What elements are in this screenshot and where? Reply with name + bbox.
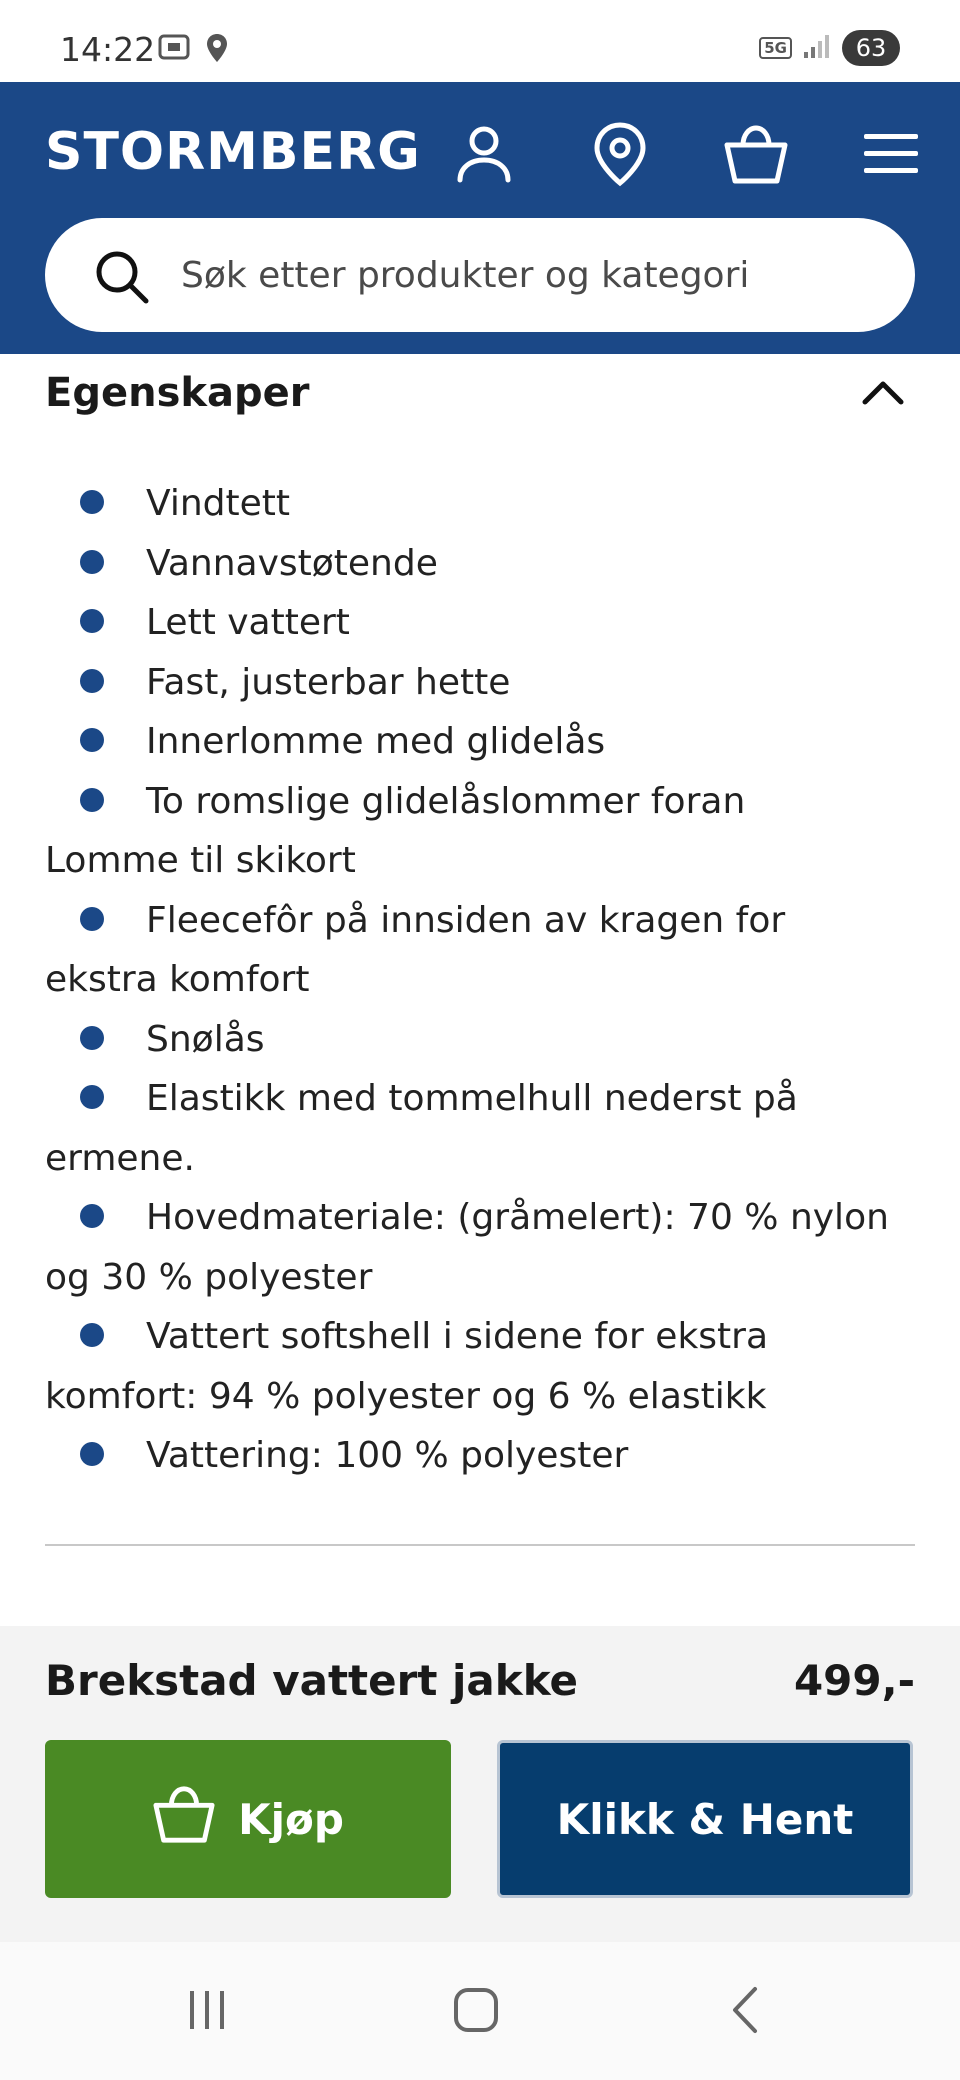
bullet-dot — [80, 1085, 104, 1109]
status-icons-right — [759, 30, 900, 66]
feature-text: Fleecefôr på innsiden av kragen for — [146, 899, 786, 941]
features-section-header[interactable] — [45, 370, 915, 426]
search-bar[interactable] — [45, 218, 915, 332]
feature-item — [45, 831, 925, 891]
feature-item — [45, 712, 925, 772]
screenshot-icon — [158, 32, 190, 68]
feature-text: og 30 % polyester — [45, 1256, 373, 1298]
feature-text: ermene. — [45, 1137, 195, 1179]
feature-item — [45, 593, 925, 653]
feature-text: Fast, justerbar hette — [146, 661, 511, 703]
section-title: Egenskaper — [45, 370, 310, 416]
feature-item — [45, 1426, 925, 1486]
feature-item — [45, 1010, 925, 1070]
battery-indicator: 63 — [842, 30, 900, 66]
menu-icon[interactable] — [855, 118, 927, 190]
account-icon[interactable] — [448, 118, 520, 190]
feature-item — [45, 1248, 925, 1308]
bullet-dot — [80, 1026, 104, 1050]
feature-text: Elastikk med tommelhull nederst på — [146, 1078, 798, 1119]
status-time: 14:22 — [60, 30, 156, 69]
chevron-up-icon[interactable] — [861, 378, 905, 410]
feature-item — [45, 1367, 925, 1427]
feature-item — [45, 1129, 925, 1189]
feature-text: Vindtett — [146, 483, 290, 524]
network-type: 5G — [759, 37, 792, 59]
divider — [45, 1544, 915, 1546]
home-icon[interactable] — [441, 1980, 511, 2040]
feature-text: Innerlomme med glidelås — [146, 721, 606, 762]
bullet-dot — [80, 788, 104, 812]
feature-text: Vattert softshell i sidene for ekstra — [146, 1316, 769, 1357]
bullet-dot — [80, 609, 104, 633]
feature-text: Snølås — [146, 1018, 265, 1060]
bullet-dot — [80, 1204, 104, 1228]
feature-text: komfort: 94 % polyester og 6 % elastikk — [45, 1375, 767, 1417]
bullet-dot — [80, 490, 104, 514]
buy-button[interactable] — [45, 1740, 451, 1898]
status-icons-left — [158, 32, 230, 68]
click-and-collect-button[interactable] — [497, 1740, 913, 1898]
feature-text: Hovedmateriale: (gråmelert): 70 % nylon — [146, 1197, 889, 1238]
feature-text: Vattering: 100 % polyester — [146, 1435, 629, 1476]
recent-apps-icon[interactable] — [172, 1980, 242, 2040]
sticky-buy-bar — [0, 1626, 960, 1942]
search-icon — [93, 248, 151, 310]
location-status-icon — [204, 32, 230, 68]
bullet-dot — [80, 1442, 104, 1466]
feature-text: Lomme til skikort — [45, 840, 356, 881]
feature-item — [45, 950, 925, 1010]
bullet-dot — [80, 728, 104, 752]
feature-item — [45, 534, 925, 594]
status-bar — [0, 0, 960, 82]
feature-item — [45, 653, 925, 713]
basket-icon — [152, 1782, 216, 1856]
basket-icon[interactable] — [720, 118, 792, 190]
site-header — [0, 82, 960, 354]
bullet-dot — [80, 1323, 104, 1347]
feature-text: ekstra komfort — [45, 959, 310, 1000]
bullet-dot — [80, 669, 104, 693]
feature-item — [45, 474, 925, 534]
feature-item — [45, 772, 925, 832]
stormberg-logo[interactable]: STORMBERG — [45, 122, 421, 182]
feature-text: Vannavstøtende — [146, 542, 438, 584]
feature-item — [45, 1307, 925, 1367]
signal-icon — [802, 32, 832, 64]
features-list — [45, 474, 925, 1486]
click-and-collect-label: Klikk & Hent — [556, 1794, 854, 1844]
feature-item — [45, 891, 925, 951]
buy-button-label: Kjøp — [238, 1794, 344, 1844]
feature-item — [45, 1069, 925, 1129]
feature-text: To romslige glidelåslommer foran — [146, 780, 746, 822]
back-icon[interactable] — [710, 1980, 780, 2040]
product-price: 499,- — [793, 1656, 915, 1705]
bullet-dot — [80, 907, 104, 931]
system-nav-bar — [0, 1942, 960, 2080]
product-name: Brekstad vattert jakke — [45, 1656, 578, 1705]
location-pin-icon[interactable] — [584, 118, 656, 190]
search-input[interactable] — [181, 240, 851, 310]
bullet-dot — [80, 550, 104, 574]
feature-item — [45, 1188, 925, 1248]
feature-text: Lett vattert — [146, 602, 350, 643]
